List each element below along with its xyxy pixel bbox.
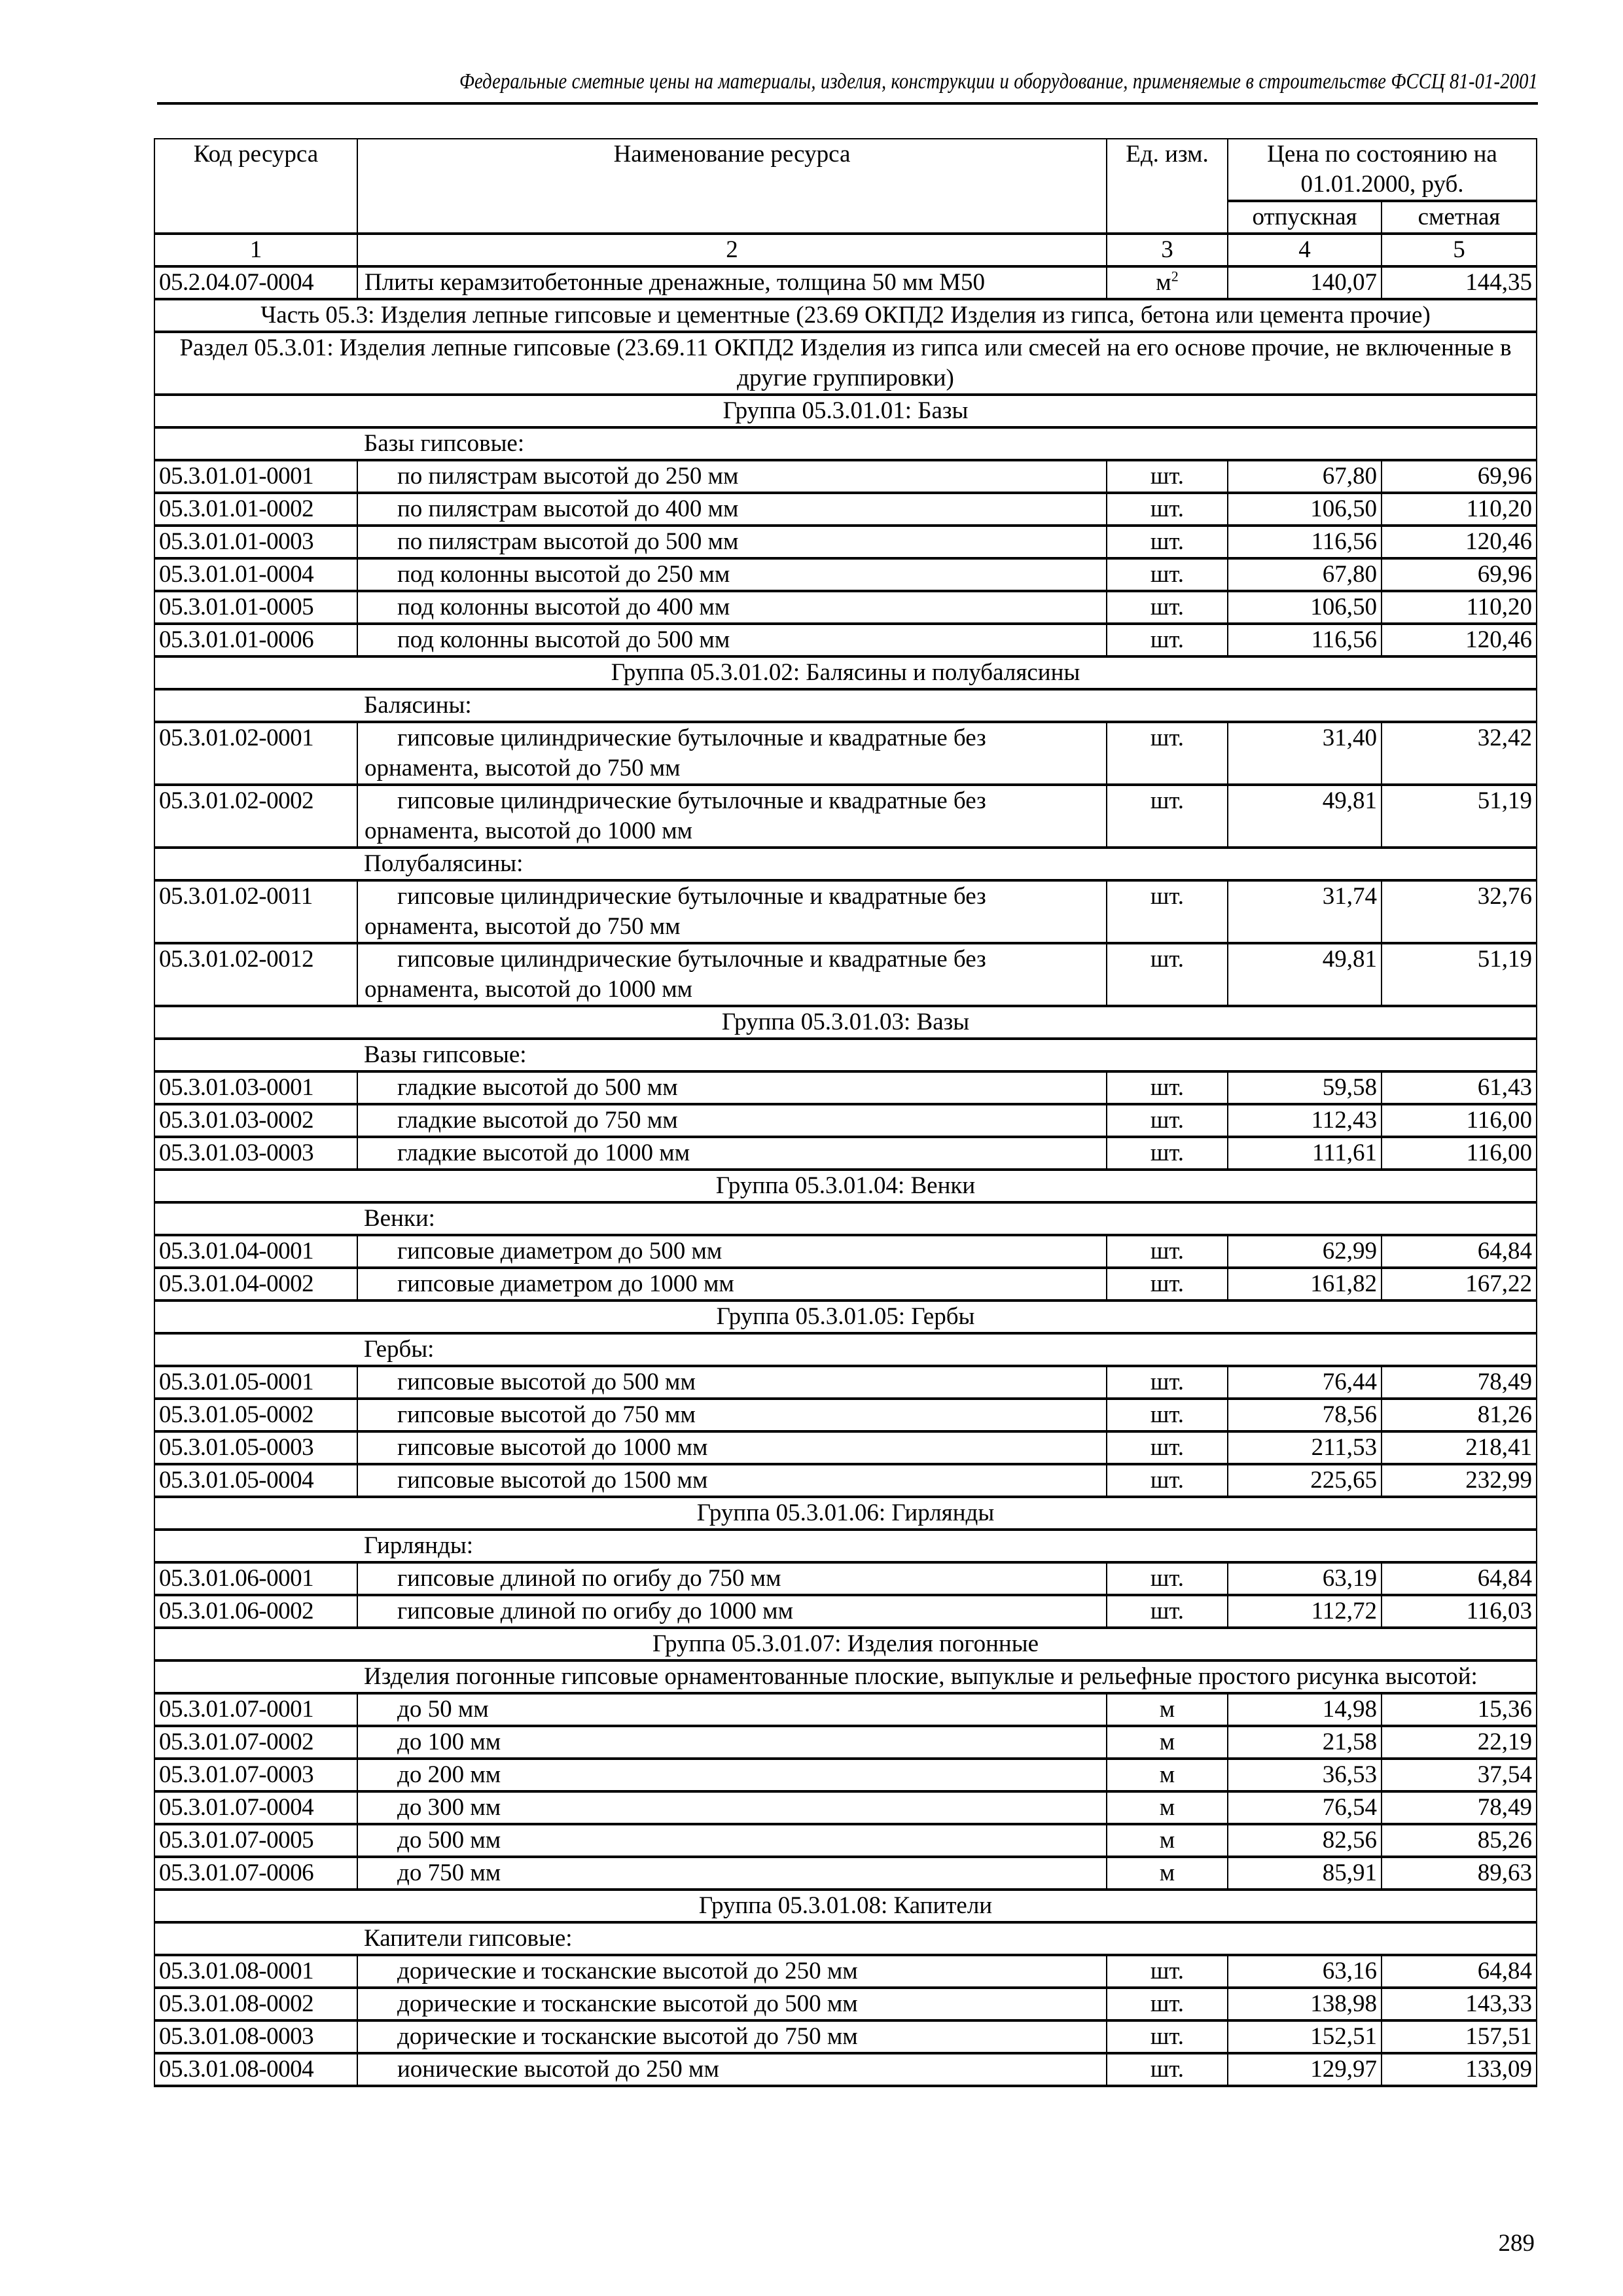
resource-name: дорические и тосканские высотой до 750 мм: [357, 2020, 1107, 2053]
resource-name: Плиты керамзитобетонные дренажные, толщина 50 мм М50: [357, 266, 1107, 299]
subgroup-heading: Вазы гипсовые:: [357, 1039, 1537, 1071]
resource-code: 05.3.01.03-0001: [154, 1071, 357, 1104]
table-row: [154, 785, 1537, 848]
table-row: [154, 1431, 1537, 1464]
unit: шт.: [1107, 1431, 1228, 1464]
resource-code: 05.3.01.07-0004: [154, 1791, 357, 1824]
unit: шт.: [1107, 624, 1228, 656]
price-estimate: 218,41: [1382, 1431, 1537, 1464]
table-row: [154, 1988, 1537, 2020]
resource-code: 05.3.01.05-0001: [154, 1366, 357, 1399]
unit: шт.: [1107, 722, 1228, 785]
column-number-row: [154, 234, 1537, 266]
table-row: [154, 1759, 1537, 1791]
table-row: [154, 493, 1537, 526]
subgroup-heading-row: [154, 1660, 1537, 1693]
resource-code: 05.3.01.02-0002: [154, 785, 357, 848]
unit: шт.: [1107, 1955, 1228, 1988]
resource-name: гипсовые высотой до 1000 мм: [357, 1431, 1107, 1464]
price-estimate: 32,76: [1382, 880, 1537, 943]
price-release: 14,98: [1228, 1693, 1382, 1726]
table-row: [154, 1399, 1537, 1431]
resource-name: до 100 мм: [357, 1726, 1107, 1759]
price-release: 59,58: [1228, 1071, 1382, 1104]
resource-name: до 750 мм: [357, 1857, 1107, 1890]
unit: шт.: [1107, 943, 1228, 1006]
resource-name: под колонны высотой до 400 мм: [357, 591, 1107, 624]
empty-cell: [154, 1202, 357, 1235]
unit: шт.: [1107, 2053, 1228, 2086]
resource-code: 05.3.01.01-0002: [154, 493, 357, 526]
unit: м: [1107, 1726, 1228, 1759]
page-number: 289: [1498, 2230, 1535, 2257]
resource-name: гладкие высотой до 750 мм: [357, 1104, 1107, 1137]
unit: шт.: [1107, 591, 1228, 624]
unit: шт.: [1107, 493, 1228, 526]
table-row: [154, 266, 1537, 299]
price-estimate: 167,22: [1382, 1268, 1537, 1300]
unit: шт.: [1107, 1268, 1228, 1300]
resource-code: 05.3.01.08-0002: [154, 1988, 357, 2020]
price-release: 112,72: [1228, 1595, 1382, 1628]
resource-code: 05.3.01.07-0006: [154, 1857, 357, 1890]
price-estimate: 157,51: [1382, 2020, 1537, 2053]
price-estimate: 51,19: [1382, 785, 1537, 848]
column-number: 4: [1228, 234, 1382, 266]
empty-cell: [154, 1039, 357, 1071]
price-estimate: 51,19: [1382, 943, 1537, 1006]
empty-cell: [154, 427, 357, 460]
table-row: [154, 1824, 1537, 1857]
price-estimate: 116,00: [1382, 1137, 1537, 1170]
section-title: Раздел 05.3.01: Изделия лепные гипсовые (23.69.11 ОКПД2 Изделия из гипса или смесей на его основе прочие, не включенные в другие группировки): [154, 332, 1537, 395]
resource-code: 05.3.01.01-0005: [154, 591, 357, 624]
resource-name: дорические и тосканские высотой до 500 мм: [357, 1988, 1107, 2020]
price-release: 63,16: [1228, 1955, 1382, 1988]
resource-code: 05.3.01.05-0002: [154, 1399, 357, 1431]
subgroup-heading: Венки:: [357, 1202, 1537, 1235]
price-estimate: 116,03: [1382, 1595, 1537, 1628]
price-release: 76,44: [1228, 1366, 1382, 1399]
resource-name: по пилястрам высотой до 400 мм: [357, 493, 1107, 526]
table-row: [154, 624, 1537, 656]
table-row: [154, 1595, 1537, 1628]
unit: шт.: [1107, 1562, 1228, 1595]
resource-code: 05.3.01.07-0002: [154, 1726, 357, 1759]
empty-cell: [154, 1530, 357, 1562]
empty-cell: [154, 1660, 357, 1693]
resource-code: 05.3.01.03-0003: [154, 1137, 357, 1170]
subgroup-heading-row: [154, 1039, 1537, 1071]
unit-cell: [1107, 266, 1228, 299]
table-row: [154, 1235, 1537, 1268]
price-estimate: 110,20: [1382, 493, 1537, 526]
resource-code: 05.3.01.06-0001: [154, 1562, 357, 1595]
price-release: 111,61: [1228, 1137, 1382, 1170]
table-row: [154, 2020, 1537, 2053]
price-release: 31,74: [1228, 880, 1382, 943]
empty-cell: [154, 1333, 357, 1366]
price-release: 36,53: [1228, 1759, 1382, 1791]
resource-name: по пилястрам высотой до 500 мм: [357, 526, 1107, 558]
price-estimate: 64,84: [1382, 1235, 1537, 1268]
column-number: 5: [1382, 234, 1537, 266]
group-row: [154, 1170, 1537, 1202]
unit: шт.: [1107, 1071, 1228, 1104]
group-title: Группа 05.3.01.03: Вазы: [154, 1006, 1537, 1039]
price-estimate: 144,35: [1382, 266, 1537, 299]
price-release: 129,97: [1228, 2053, 1382, 2086]
resource-code: 05.3.01.08-0001: [154, 1955, 357, 1988]
resource-name: гладкие высотой до 1000 мм: [357, 1137, 1107, 1170]
table-row: [154, 1366, 1537, 1399]
price-estimate: 232,99: [1382, 1464, 1537, 1497]
unit: шт.: [1107, 1988, 1228, 2020]
part-row: [154, 299, 1537, 332]
subgroup-heading: Балясины:: [357, 689, 1537, 722]
table-row: [154, 1857, 1537, 1890]
subgroup-heading: Полубалясины:: [357, 848, 1537, 880]
table-row: [154, 526, 1537, 558]
table-row: [154, 1791, 1537, 1824]
section-row: [154, 332, 1537, 395]
unit: шт.: [1107, 2020, 1228, 2053]
price-release: 112,43: [1228, 1104, 1382, 1137]
group-title: Группа 05.3.01.07: Изделия погонные: [154, 1628, 1537, 1660]
header-price-estimate: сметная: [1382, 201, 1537, 234]
resource-name: дорические и тосканские высотой до 250 мм: [357, 1955, 1107, 1988]
price-estimate: 64,84: [1382, 1562, 1537, 1595]
resource-name: гипсовые цилиндрические бутылочные и квадратные без орнамента, высотой до 750 мм: [357, 722, 1107, 785]
price-estimate: 85,26: [1382, 1824, 1537, 1857]
resource-code: 05.3.01.06-0002: [154, 1595, 357, 1628]
subgroup-heading: Базы гипсовые:: [357, 427, 1537, 460]
price-release: 106,50: [1228, 493, 1382, 526]
price-release: 116,56: [1228, 526, 1382, 558]
price-estimate: 133,09: [1382, 2053, 1537, 2086]
column-number: 3: [1107, 234, 1228, 266]
resource-name: до 500 мм: [357, 1824, 1107, 1857]
resource-code: 05.2.04.07-0004: [154, 266, 357, 299]
unit: шт.: [1107, 1399, 1228, 1431]
price-estimate: 116,00: [1382, 1104, 1537, 1137]
resource-code: 05.3.01.07-0005: [154, 1824, 357, 1857]
empty-cell: [154, 689, 357, 722]
resource-code: 05.3.01.02-0011: [154, 880, 357, 943]
price-release: 211,53: [1228, 1431, 1382, 1464]
resource-name: гипсовые диаметром до 500 мм: [357, 1235, 1107, 1268]
group-title: Группа 05.3.01.04: Венки: [154, 1170, 1537, 1202]
resource-code: 05.3.01.02-0012: [154, 943, 357, 1006]
table-header-row: [154, 139, 1537, 201]
table-row: [154, 943, 1537, 1006]
group-row: [154, 1497, 1537, 1530]
table-row: [154, 1562, 1537, 1595]
empty-cell: [154, 1922, 357, 1955]
unit: шт.: [1107, 785, 1228, 848]
resource-code: 05.3.01.02-0001: [154, 722, 357, 785]
table-row: [154, 1104, 1537, 1137]
group-row: [154, 1628, 1537, 1660]
price-release: 67,80: [1228, 558, 1382, 591]
price-release: 225,65: [1228, 1464, 1382, 1497]
group-title: Группа 05.3.01.01: Базы: [154, 395, 1537, 427]
price-release: 152,51: [1228, 2020, 1382, 2053]
table-row: [154, 1955, 1537, 1988]
unit: шт.: [1107, 558, 1228, 591]
table-row: [154, 1464, 1537, 1497]
header-name: Наименование ресурса: [357, 139, 1107, 234]
resource-code: 05.3.01.08-0003: [154, 2020, 357, 2053]
subgroup-heading: Капители гипсовые:: [357, 1922, 1537, 1955]
column-number: 2: [357, 234, 1107, 266]
price-release: 82,56: [1228, 1824, 1382, 1857]
price-estimate: 120,46: [1382, 624, 1537, 656]
resource-name: до 200 мм: [357, 1759, 1107, 1791]
unit: шт.: [1107, 1235, 1228, 1268]
price-release: 140,07: [1228, 266, 1382, 299]
resource-name: до 300 мм: [357, 1791, 1107, 1824]
resource-code: 05.3.01.01-0003: [154, 526, 357, 558]
subgroup-heading: Изделия погонные гипсовые орнаментованные плоские, выпуклые и рельефные простого рисунка высотой:: [357, 1660, 1537, 1693]
resource-name: по пилястрам высотой до 250 мм: [357, 460, 1107, 493]
resource-name: гипсовые высотой до 500 мм: [357, 1366, 1107, 1399]
resource-code: 05.3.01.05-0004: [154, 1464, 357, 1497]
unit: шт.: [1107, 880, 1228, 943]
subgroup-heading: Гербы:: [357, 1333, 1537, 1366]
price-estimate: 22,19: [1382, 1726, 1537, 1759]
price-release: 49,81: [1228, 943, 1382, 1006]
unit: м: [1156, 269, 1171, 296]
unit: м: [1107, 1759, 1228, 1791]
price-release: 31,40: [1228, 722, 1382, 785]
resource-code: 05.3.01.07-0003: [154, 1759, 357, 1791]
group-row: [154, 1006, 1537, 1039]
resource-code: 05.3.01.01-0006: [154, 624, 357, 656]
running-header: Федеральные сметные цены на материалы, изделия, конструкции и оборудование, применяемые в строительстве ФССЦ 81-01-2001: [459, 69, 1538, 94]
resource-name: под колонны высотой до 500 мм: [357, 624, 1107, 656]
price-release: 78,56: [1228, 1399, 1382, 1431]
unit: м: [1107, 1857, 1228, 1890]
resource-name: гипсовые высотой до 750 мм: [357, 1399, 1107, 1431]
group-row: [154, 395, 1537, 427]
resource-code: 05.3.01.07-0001: [154, 1693, 357, 1726]
resource-name: под колонны высотой до 250 мм: [357, 558, 1107, 591]
price-release: 67,80: [1228, 460, 1382, 493]
price-estimate: 69,96: [1382, 558, 1537, 591]
unit: шт.: [1107, 1366, 1228, 1399]
subgroup-heading-row: [154, 1333, 1537, 1366]
subgroup-heading-row: [154, 1202, 1537, 1235]
group-title: Группа 05.3.01.02: Балясины и полубалясины: [154, 656, 1537, 689]
resource-name: гипсовые высотой до 1500 мм: [357, 1464, 1107, 1497]
group-title: Группа 05.3.01.05: Гербы: [154, 1300, 1537, 1333]
resource-code: 05.3.01.01-0004: [154, 558, 357, 591]
resource-name: до 50 мм: [357, 1693, 1107, 1726]
resource-code: 05.3.01.04-0001: [154, 1235, 357, 1268]
table-row: [154, 1137, 1537, 1170]
price-table-body: [154, 139, 1537, 2086]
price-release: 138,98: [1228, 1988, 1382, 2020]
price-release: 62,99: [1228, 1235, 1382, 1268]
unit: м: [1107, 1824, 1228, 1857]
unit: шт.: [1107, 526, 1228, 558]
resource-code: 05.3.01.03-0002: [154, 1104, 357, 1137]
price-release: 63,19: [1228, 1562, 1382, 1595]
price-table: [154, 138, 1537, 2087]
column-number: 1: [154, 234, 357, 266]
group-row: [154, 1890, 1537, 1922]
table-row: [154, 460, 1537, 493]
unit: м: [1107, 1791, 1228, 1824]
unit: шт.: [1107, 1137, 1228, 1170]
price-estimate: 81,26: [1382, 1399, 1537, 1431]
price-estimate: 15,36: [1382, 1693, 1537, 1726]
price-estimate: 37,54: [1382, 1759, 1537, 1791]
price-estimate: 32,42: [1382, 722, 1537, 785]
price-release: 116,56: [1228, 624, 1382, 656]
subgroup-heading-row: [154, 1922, 1537, 1955]
group-title: Группа 05.3.01.08: Капители: [154, 1890, 1537, 1922]
unit: шт.: [1107, 1595, 1228, 1628]
table-row: [154, 558, 1537, 591]
table-row: [154, 722, 1537, 785]
resource-name: гипсовые диаметром до 1000 мм: [357, 1268, 1107, 1300]
subgroup-heading-row: [154, 689, 1537, 722]
unit-superscript: 2: [1171, 268, 1179, 285]
price-estimate: 78,49: [1382, 1366, 1537, 1399]
resource-name: гипсовые цилиндрические бутылочные и квадратные без орнамента, высотой до 1000 мм: [357, 785, 1107, 848]
resource-name: гипсовые цилиндрические бутылочные и квадратные без орнамента, высотой до 1000 мм: [357, 943, 1107, 1006]
unit: шт.: [1107, 1464, 1228, 1497]
price-estimate: 64,84: [1382, 1955, 1537, 1988]
subgroup-heading-row: [154, 848, 1537, 880]
group-title: Группа 05.3.01.06: Гирлянды: [154, 1497, 1537, 1530]
subgroup-heading: Гирлянды:: [357, 1530, 1537, 1562]
header-rule: [157, 102, 1538, 105]
table-row: [154, 1726, 1537, 1759]
resource-name: гладкие высотой до 500 мм: [357, 1071, 1107, 1104]
table-row: [154, 591, 1537, 624]
price-estimate: 120,46: [1382, 526, 1537, 558]
price-release: 106,50: [1228, 591, 1382, 624]
resource-name: гипсовые цилиндрические бутылочные и квадратные без орнамента, высотой до 750 мм: [357, 880, 1107, 943]
group-row: [154, 1300, 1537, 1333]
price-estimate: 143,33: [1382, 1988, 1537, 2020]
price-release: 49,81: [1228, 785, 1382, 848]
price-estimate: 61,43: [1382, 1071, 1537, 1104]
header-code: Код ресурса: [154, 139, 357, 234]
header-unit: Ед. изм.: [1107, 139, 1228, 234]
subgroup-heading-row: [154, 1530, 1537, 1562]
table-row: [154, 2053, 1537, 2086]
resource-name: гипсовые длиной по огибу до 1000 мм: [357, 1595, 1107, 1628]
part-title: Часть 05.3: Изделия лепные гипсовые и цементные (23.69 ОКПД2 Изделия из гипса, бетона или цемента прочие): [154, 299, 1537, 332]
resource-name: гипсовые длиной по огибу до 750 мм: [357, 1562, 1107, 1595]
price-estimate: 69,96: [1382, 460, 1537, 493]
table-row: [154, 1693, 1537, 1726]
resource-code: 05.3.01.01-0001: [154, 460, 357, 493]
resource-code: 05.3.01.05-0003: [154, 1431, 357, 1464]
resource-name: ионические высотой до 250 мм: [357, 2053, 1107, 2086]
empty-cell: [154, 848, 357, 880]
unit: шт.: [1107, 1104, 1228, 1137]
header-price-group: Цена по состоянию на 01.01.2000, руб.: [1228, 139, 1537, 201]
resource-code: 05.3.01.04-0002: [154, 1268, 357, 1300]
price-release: 161,82: [1228, 1268, 1382, 1300]
subgroup-heading-row: [154, 427, 1537, 460]
table-row: [154, 1071, 1537, 1104]
price-estimate: 110,20: [1382, 591, 1537, 624]
group-row: [154, 656, 1537, 689]
unit: шт.: [1107, 460, 1228, 493]
table-row: [154, 1268, 1537, 1300]
price-release: 85,91: [1228, 1857, 1382, 1890]
unit: м: [1107, 1693, 1228, 1726]
price-estimate: 78,49: [1382, 1791, 1537, 1824]
header-price-release: отпускная: [1228, 201, 1382, 234]
price-release: 21,58: [1228, 1726, 1382, 1759]
price-release: 76,54: [1228, 1791, 1382, 1824]
table-row: [154, 880, 1537, 943]
resource-code: 05.3.01.08-0004: [154, 2053, 357, 2086]
price-estimate: 89,63: [1382, 1857, 1537, 1890]
